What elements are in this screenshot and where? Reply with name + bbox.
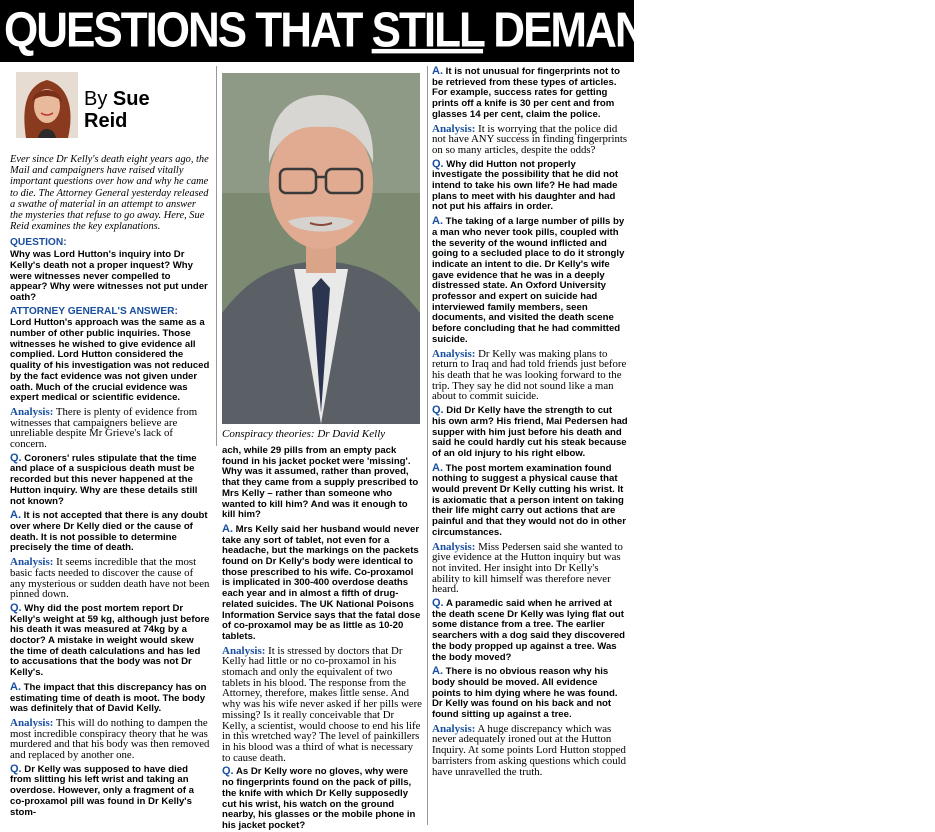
answer-paragraph: A. The taking of a large number of pills by a man who never took pills, coupled with the severity of the wound inflicted and going to a secluded place to do it strongly indicate an intent to die. Dr Kelly's wife gave evidence that he was in a deeply distressed state. An Oxford University professor and expert on suicide had interviewed family members, seen documents, and visited the death scene before concluding that he had committed suicide.: [432, 215, 625, 345]
answer-heading: ATTORNEY GENERAL'S ANSWER:: [10, 305, 178, 317]
headline-banner: [0, 0, 935, 62]
analysis-paragraph: Analysis: Miss Pedersen said she wanted to give evidence at the Hutton inquiry but was not invited. Her insight into Dr Kelly's ability to kill himself was therefore never heard.: [432, 540, 623, 596]
byline-text: By Sue Reid: [84, 88, 150, 132]
answer-paragraph: A. It is not unusual for fingerprints not to be retrieved from these types of articles. For example, success rates for getting prints off a knife is 30 per cent and from glasses 14 per cent, claim the police.: [432, 65, 620, 120]
continued-text: ach, while 29 pills from an empty pack found in his jacket pocket were 'missing'. Why was it assumed, rather than proved, that they came from a supply prescribed to Mrs Kelly – rather than someone who wanted to kill him? And was it enough to kill him?: [222, 445, 419, 521]
question-paragraph: Q. Did Dr Kelly have the strength to cut his own arm? His friend, Mai Pedersen had supper with him just before his death and said he could hardly cut his steak because of an old injury to his right elbow.: [432, 404, 628, 459]
column-rule: [216, 66, 217, 446]
analysis-paragraph: Analysis: It seems incredible that the most basic facts needed to discover the cause of any mysterious or sudden death have not been pinned down.: [10, 556, 210, 601]
analysis-paragraph: Analysis: It is worrying that the police did not have ANY success in finding fingerprints on so many articles, despite the odds?: [432, 122, 628, 156]
answer-paragraph: A. Mrs Kelly said her husband would never take any sort of tablet, not even for a headache, but the markings on the packets found on Dr Kelly's body were identical to those prescribed to his wife. Co-proxamol is implicated in 300-400 overdose deaths each year and in almost a fifth of drug-related suicides. The UK National Poisons Information Service says that the fatal dose of co-proxamol may be as little as 10-20 tablets.: [222, 522, 421, 642]
analysis-paragraph: Analysis: Dr Kelly was making plans to return to Iraq and had told friends just before his death that he was looking forward to the trip. They say he did not sound like a man about to commit suicide.: [432, 347, 627, 403]
column-3: [432, 66, 628, 825]
david-kelly-photo: [222, 73, 420, 424]
byline: [10, 66, 210, 148]
intro-text: Ever since Dr Kelly's death eight years ago, the Mail and campaigners have raised vitally important questions over how and why he came to die. The Attorney General yesterday released a swathe of material in an attempt to answer the mysteries that refuse to go away. Here, Sue Reid examines the key explanations.: [10, 154, 209, 233]
question-paragraph: Q. Dr Kelly was supposed to have died from slitting his left wrist and taking an overdose. However, only a fragment of a co-proxamol pill was found in Dr Kelly's stom-: [10, 762, 194, 818]
question-paragraph: Q. Why did Hutton not properly investigate the possibility that he did not intend to take his own life? He had made plans to meet with his daughter and had not put his affairs in order.: [432, 157, 619, 213]
analysis-paragraph: Analysis: There is plenty of evidence from witnesses that campaigners believe are unreliable despite Mr Grieve's lack of concern.: [10, 405, 198, 451]
column-2: [222, 445, 422, 831]
answer-paragraph: A. There is no obvious reason why his body should be moved. All evidence points to him dying where he was found. Dr Kelly was found on his back and not found sitting up against a tree.: [432, 665, 618, 721]
answer-paragraph: A. The post mortem examination found nothing to suggest a physical cause that would prevent Dr Kelly cutting his wrist. It is axiomatic that a person intent on taking their life might carry out actions that are painful and that they would not do in other circumstances.: [432, 461, 626, 538]
question-paragraph: Q. Coroners' rules stipulate that the time and place of a suspicious death must be recorded but this never happened at the Hutton inquiry. Why are these details still not known?: [10, 451, 198, 507]
analysis-paragraph: Analysis: A huge discrepancy which was never adequately ironed out at the Hutton Inquiry. At some points Lord Hutton stopped barristers from asking questions which could have unravelled the truth.: [432, 722, 627, 778]
question-text: Why was Lord Hutton's inquiry into Dr Kelly's death not a proper inquest? Why were witnesses never compelled to appear? Why were witnesses not put under oath?: [10, 249, 208, 303]
column-rule: [427, 66, 428, 825]
answer-paragraph: A. The impact that this discrepancy has on estimating time of death is moot. The body was definitely that of David Kelly.: [10, 680, 207, 715]
photo-caption: Conspiracy theories: Dr David Kelly: [222, 428, 386, 440]
question-paragraph: Q. As Dr Kelly wore no gloves, why were no fingerprints found on the pack of pills, the knife with which Dr Kelly supposedly cut his wrist, his watch on the ground nearby, his glasses or the mobile phone in his jacket pocket?: [222, 765, 416, 831]
headline: QUESTIONS THAT STILL DEMAND AN ANSWER: [4, 3, 935, 58]
column-1: [10, 66, 210, 825]
question-heading: QUESTION:: [10, 237, 67, 249]
answer-paragraph: A. It is not accepted that there is any doubt over where Dr Kelly died or the cause of death. It is not possible to determine precisely the time of death.: [10, 509, 208, 554]
answer-text: Lord Hutton's approach was the same as a number of other public inquiries. Those witnesses he wished to give evidence all complied. Lord Hutton considered the quality of his investigation was not reduced by the fact evidence was not given under oath. Much of the crucial evidence was expert medical or scientific evidence.: [10, 317, 210, 404]
question-paragraph: Q. A paramedic said when he arrived at the death scene Dr Kelly was lying flat out some distance from a tree. The earlier searchers with a dog said they discovered the body propped up against a tree. Was the body moved?: [432, 597, 626, 663]
author-photo: [16, 72, 78, 138]
analysis-paragraph: Analysis: It is stressed by doctors that Dr Kelly had little or no co-proxamol in his stomach and only the equivalent of two tablets in his blood. The response from the Attorney, therefore, makes little sense. And why was his wife never asked if her pills were missing? Is it really conceivable that Dr Kelly, a scientist, would choose to end his life in this wretched way? The level of painkillers in his blood was a third of what is necessary to cause death.: [222, 644, 422, 764]
analysis-paragraph: Analysis: This will do nothing to dampen the most incredible conspiracy theory that he was murdered and that his body was then removed and replaced by another one.: [10, 716, 210, 762]
question-paragraph: Q. Why did the post mortem report Dr Kelly's weight at 59 kg, although just before his death it was measured at 74kg by a doctor? A mistake in weight would skew the time of death calculations and has led to accusations that the body was not Dr Kelly's.: [10, 601, 210, 679]
